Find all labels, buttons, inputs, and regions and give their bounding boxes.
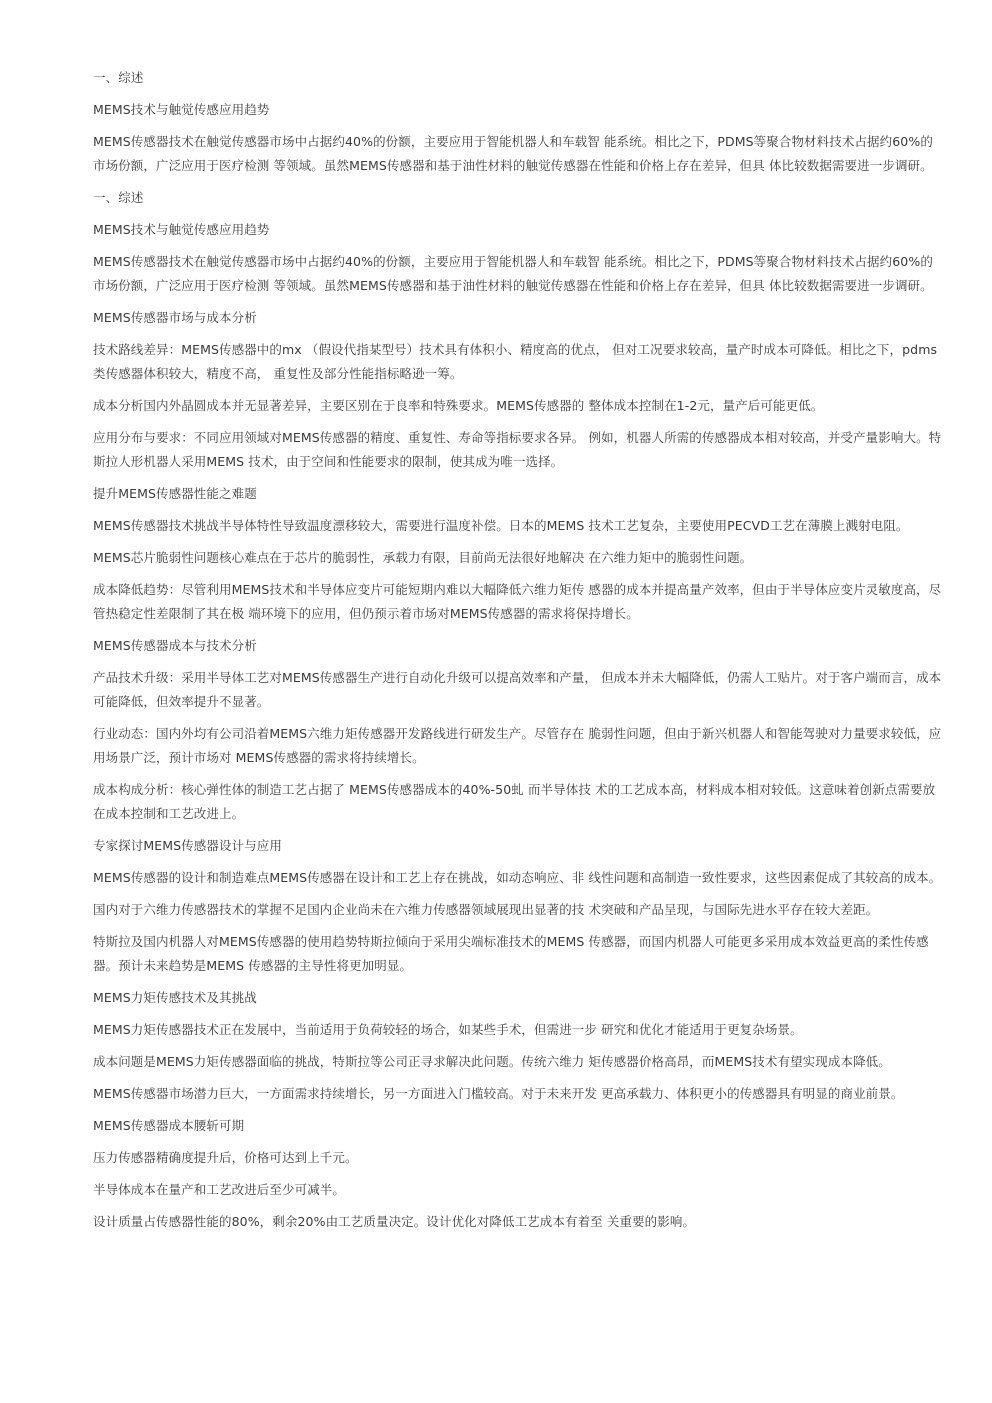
paragraph: MEMS传感器市场潜力巨大，一方面需求持续增长，另一方面进入门槛较高。对于未来开发 更高承载力、体积更小的传感器具有明显的商业前景。 <box>93 1086 904 1101</box>
paragraph: 应用分布与要求：不同应用领域对MEMS传感器的精度、重复性、寿命等指标要求各异。 例如，机器人所需的传感器成本相对较高，并受产量影响大。特斯拉人形机器人采用MEMS 技术，由于空间和性能要求的限制，使其成为唯一选择。 <box>93 430 942 469</box>
paragraph: 压力传感器精确度提升后，价格可达到上千元。 <box>93 1150 358 1165</box>
section-heading: MEMS技术与触觉传感应用趋势 <box>93 102 270 117</box>
section-heading: MEMS技术与触觉传感应用趋势 <box>93 222 270 237</box>
paragraph: 特斯拉及国内机器人对MEMS传感器的使用趋势特斯拉倾向于采用尖端标准技术的MEMS 传感器，而国内机器人可能更多采用成本效益更高的柔性传感器。预计未来趋势是MEMS 传感器的主导性将更加明显。 <box>93 934 929 973</box>
paragraph: 设计质量占传感器性能的80%，剩余20%由工艺质量决定。设计优化对降低工艺成本有着至 关重要的影响。 <box>93 1214 696 1229</box>
paragraph: 成本分析国内外晶圆成本并无显著差异，主要区别在于良率和特殊要求。MEMS传感器的 整体成本控制在1-2元，量产后可能更低。 <box>93 398 824 413</box>
section-heading: 提升MEMS传感器性能之难题 <box>93 486 257 501</box>
paragraph: MEMS传感器技术在触觉传感器市场中占据约40%的份额，主要应用于智能机器人和车载智 能系统。相比之下，PDMS等聚合物材料技术占据约60%的市场份额，广泛应用于医疗检测 等领域。虽然MEMS传感器和基于油性材料的触觉传感器在性能和价格上存在差异，但具 体比较数据需要进一步调研。 <box>93 254 933 293</box>
paragraph: MEMS力矩传感器技术正在发展中，当前适用于负荷较轻的场合，如某些手术，但需进一步 研究和优化才能适用于更复杂场景。 <box>93 1022 803 1037</box>
paragraph: 技术路线差异：MEMS传感器中的mx （假设代指某型号）技术具有体积小、精度高的优点， 但对工况要求较高，量产时成本可降低。相比之下，pdms类传感器体积较大，精度不高， 重复性及部分性能指标略逊一筹。 <box>93 342 938 381</box>
paragraph: 成本降低趋势：尽管利用MEMS技术和半导体应变片可能短期内难以大幅降低六维力矩传 感器的成本并提高量产效率，但由于半导体应变片灵敏度高，尽管热稳定性差限制了其在极 端环境下的应用，但仍预示着市场对MEMS传感器的需求将保持增长。 <box>93 582 942 621</box>
section-heading: MEMS传感器市场与成本分析 <box>93 310 257 325</box>
paragraph: MEMS芯片脆弱性问题核心难点在于芯片的脆弱性，承载力有限，目前尚无法很好地解决 在六维力矩中的脆弱性问题。 <box>93 550 753 565</box>
paragraph: MEMS传感器技术在触觉传感器市场中占据约40%的份额，主要应用于智能机器人和车载智 能系统。相比之下，PDMS等聚合物材料技术占据约60%的市场份额，广泛应用于医疗检测 等领域。虽然MEMS传感器和基于油性材料的触觉传感器在性能和价格上存在差异，但具 体比较数据需要进一步调研。 <box>93 134 933 173</box>
section-heading: 一、综述 <box>93 190 144 205</box>
paragraph: 行业动态：国内外均有公司沿着MEMS六维力矩传感器开发路线进行研发生产。尽管存在 脆弱性问题，但由于新兴机器人和智能驾驶对力量要求较低，应用场景广泛，预计市场对 MEMS传感器的需求将持续增长。 <box>93 726 942 765</box>
paragraph: 成本构成分析：核心弹性体的制造工艺占据了 MEMS传感器成本的40%-50虬 而半导体技 术的工艺成本高，材料成本相对较低。这意味着创新点需要放在成本控制和工艺改进上。 <box>93 782 936 821</box>
section-heading: MEMS传感器成本腰斩可期 <box>93 1118 245 1133</box>
section-heading: 专家探讨MEMS传感器设计与应用 <box>93 838 283 853</box>
paragraph: 成本问题是MEMS力矩传感器面临的挑战，特斯拉等公司正寻求解决此问题。传统六维力 矩传感器价格高昂，而MEMS技术有望实现成本降低。 <box>93 1054 891 1069</box>
paragraph: 半导体成本在量产和工艺改进后至少可减半。 <box>93 1182 346 1197</box>
document-body <box>93 66 943 1242</box>
section-heading: MEMS力矩传感技术及其挑战 <box>93 990 257 1005</box>
section-heading: 一、综述 <box>93 70 144 85</box>
paragraph: 国内对于六维力传感器技术的掌握不足国内企业尚未在六维力传感器领域展现出显著的技 术突破和产品呈现，与国际先进水平存在较大差距。 <box>93 902 879 917</box>
paragraph: MEMS传感器的设计和制造难点MEMS传感器在设计和工艺上存在挑战，如动态响应、非 线性问题和高制造一致性要求，这些因素促成了其较高的成本。 <box>93 870 942 885</box>
section-heading: MEMS传感器成本与技术分析 <box>93 638 257 653</box>
paragraph: MEMS传感器技术挑战半导体特性导致温度漂移较大，需要进行温度补偿。日本的MEMS 技术工艺复杂，主要使用PECVD工艺在薄膜上溅射电阻。 <box>93 518 909 533</box>
paragraph: 产品技术升级：采用半导体工艺对MEMS传感器生产进行自动化升级可以提高效率和产量， 但成本并未大幅降低，仍需人工贴片。对于客户端而言，成本可能降低，但效率提升不显著。 <box>93 670 942 709</box>
